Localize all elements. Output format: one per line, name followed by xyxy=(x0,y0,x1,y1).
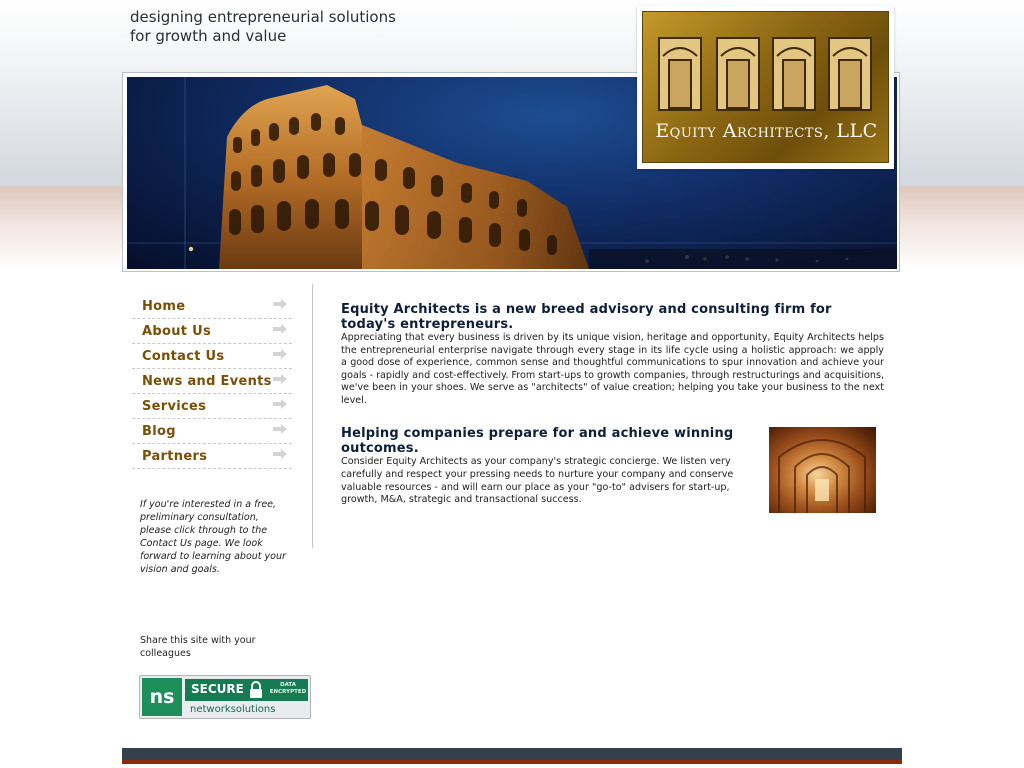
main-navigation xyxy=(132,294,292,469)
nav-link-blog[interactable]: Blog xyxy=(142,424,176,439)
nav-item-about-us[interactable] xyxy=(132,319,292,344)
nav-link-about-us[interactable]: About Us xyxy=(142,324,211,339)
nav-link-partners[interactable]: Partners xyxy=(142,449,208,464)
network-solutions-logo: ns xyxy=(142,678,182,716)
network-solutions-secure-badge[interactable] xyxy=(139,675,311,719)
consultation-note: If you're interested in a free, preliminary consultation, please click through to the Contact Us page. We look forward to learning about your vision and goals. xyxy=(140,499,286,575)
company-logo[interactable] xyxy=(642,11,889,163)
arrow-right-icon xyxy=(273,374,287,384)
intro-heading: Equity Architects is a new breed advisory and consulting firm for today's entrepreneurs. xyxy=(341,302,832,332)
network-solutions-name: networksolutions xyxy=(190,704,276,715)
nav-item-contact-us[interactable] xyxy=(132,344,292,369)
lock-icon xyxy=(248,681,264,699)
tagline-line-2: for growth and value xyxy=(130,27,287,45)
nav-item-news-and-events[interactable] xyxy=(132,369,292,394)
secure-label: SECURE xyxy=(191,682,244,696)
nav-item-home[interactable] xyxy=(132,294,292,319)
nav-item-partners[interactable] xyxy=(132,444,292,469)
nav-link-services[interactable]: Services xyxy=(142,399,207,414)
share-site-text: Share this site with your colleagues xyxy=(140,635,256,659)
tagline-line-1: designing entrepreneurial solutions xyxy=(130,8,396,26)
nav-item-blog[interactable] xyxy=(132,419,292,444)
secure-banner xyxy=(185,679,308,701)
archway-corridor-photo xyxy=(769,427,876,513)
outcomes-heading: Helping companies prepare for and achieve winning outcomes. xyxy=(341,426,734,456)
content-divider xyxy=(312,284,313,548)
outcomes-paragraph: Consider Equity Architects as your company's strategic concierge. We listen very carefully and respect your pressing needs to nurture your company and conserve valuable resources - and will earn our place as your "go-to" advisers for start-up, growth, M&A, strategic and transactional success. xyxy=(341,456,734,506)
arrow-right-icon xyxy=(273,399,287,409)
arrow-right-icon xyxy=(273,324,287,334)
outcomes-section xyxy=(341,426,737,507)
arrow-right-icon xyxy=(273,349,287,359)
arrow-right-icon xyxy=(273,424,287,434)
intro-paragraph: Appreciating that every business is driven by its unique vision, heritage and opportunity, Equity Architects helps the entrepreneurial enterprise navigate through every stage in its life cycle using a holistic approach: we apply a good dose of experience, common sense and thoughtful communications to spur innovation and achieve your goals - rapidly and cost-effectively. From start-ups to growth companies, through restructurings and acquisitions, we've been in your shoes. We serve as "architects" of value creation; helping you take your business to the next level. xyxy=(341,332,884,406)
arrow-right-icon xyxy=(273,299,287,309)
arrow-right-icon xyxy=(273,449,287,459)
nav-link-home[interactable]: Home xyxy=(142,299,186,314)
data-encrypted-label: DATA ENCRYPTED xyxy=(269,682,307,695)
nav-link-news-and-events[interactable]: News and Events xyxy=(142,374,272,389)
logo-company-name: Equity Architects, LLC xyxy=(655,120,878,142)
archway-illustration xyxy=(769,427,876,513)
footer-accent-stripe xyxy=(122,760,902,764)
nav-item-services[interactable] xyxy=(132,394,292,419)
site-tagline xyxy=(130,8,470,46)
intro-section xyxy=(341,302,884,407)
footer-bar xyxy=(122,748,902,760)
nav-link-contact-us[interactable]: Contact Us xyxy=(142,349,225,364)
